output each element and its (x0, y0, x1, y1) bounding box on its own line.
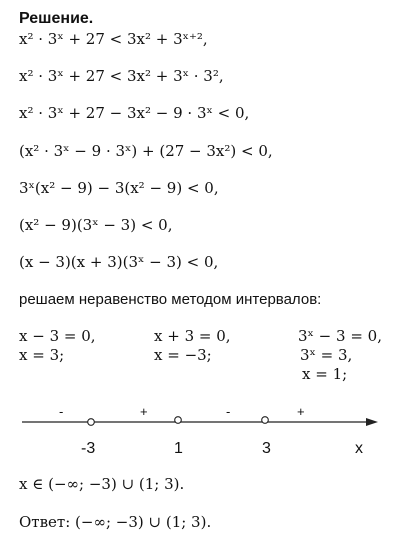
root-2-value: x = −3; (154, 346, 212, 364)
root-1-equation: x − 3 = 0, (19, 327, 96, 345)
sign-interval-2: + (140, 404, 148, 419)
step-7: (x − 3)(x + 3)(3ˣ − 3) < 0, (19, 253, 219, 271)
step-3: x² · 3ˣ + 27 − 3x² − 9 · 3ˣ < 0, (19, 104, 250, 122)
step-6: (x² − 9)(3ˣ − 3) < 0, (19, 216, 173, 234)
root-3-equation: 3ˣ − 3 = 0, (298, 327, 382, 345)
step-5: 3ˣ(x² − 9) − 3(x² − 9) < 0, (19, 179, 219, 197)
point-label-3: 3 (262, 440, 271, 457)
answer: Ответ: (−∞; −3) ∪ (1; 3). (19, 513, 212, 531)
sign-interval-1: - (59, 404, 64, 419)
axis-label-x: x (355, 440, 363, 457)
heading: Решение. (19, 10, 94, 27)
step-1: x² · 3ˣ + 27 < 3x² + 3ˣ⁺², (19, 30, 208, 48)
sign-interval-4: + (297, 404, 305, 419)
root-1-value: x = 3; (19, 346, 65, 364)
solution-set: x ∈ (−∞; −3) ∪ (1; 3). (19, 475, 185, 493)
number-line-arrow (366, 418, 378, 426)
point-minus-3 (88, 419, 95, 426)
root-3-step: 3ˣ = 3, (300, 346, 353, 364)
root-2-equation: x + 3 = 0, (154, 327, 231, 345)
root-3-value: x = 1; (302, 365, 348, 383)
method-text: решаем неравенство методом интервалов: (19, 291, 322, 308)
point-label-1: 1 (174, 440, 183, 457)
step-2: x² · 3ˣ + 27 < 3x² + 3ˣ · 3², (19, 67, 224, 85)
point-1 (175, 417, 182, 424)
point-3 (262, 417, 269, 424)
sign-interval-3: - (226, 404, 231, 419)
step-4: (x² · 3ˣ − 9 · 3ˣ) + (27 − 3x²) < 0, (19, 142, 273, 160)
point-label-minus-3: -3 (81, 440, 96, 457)
